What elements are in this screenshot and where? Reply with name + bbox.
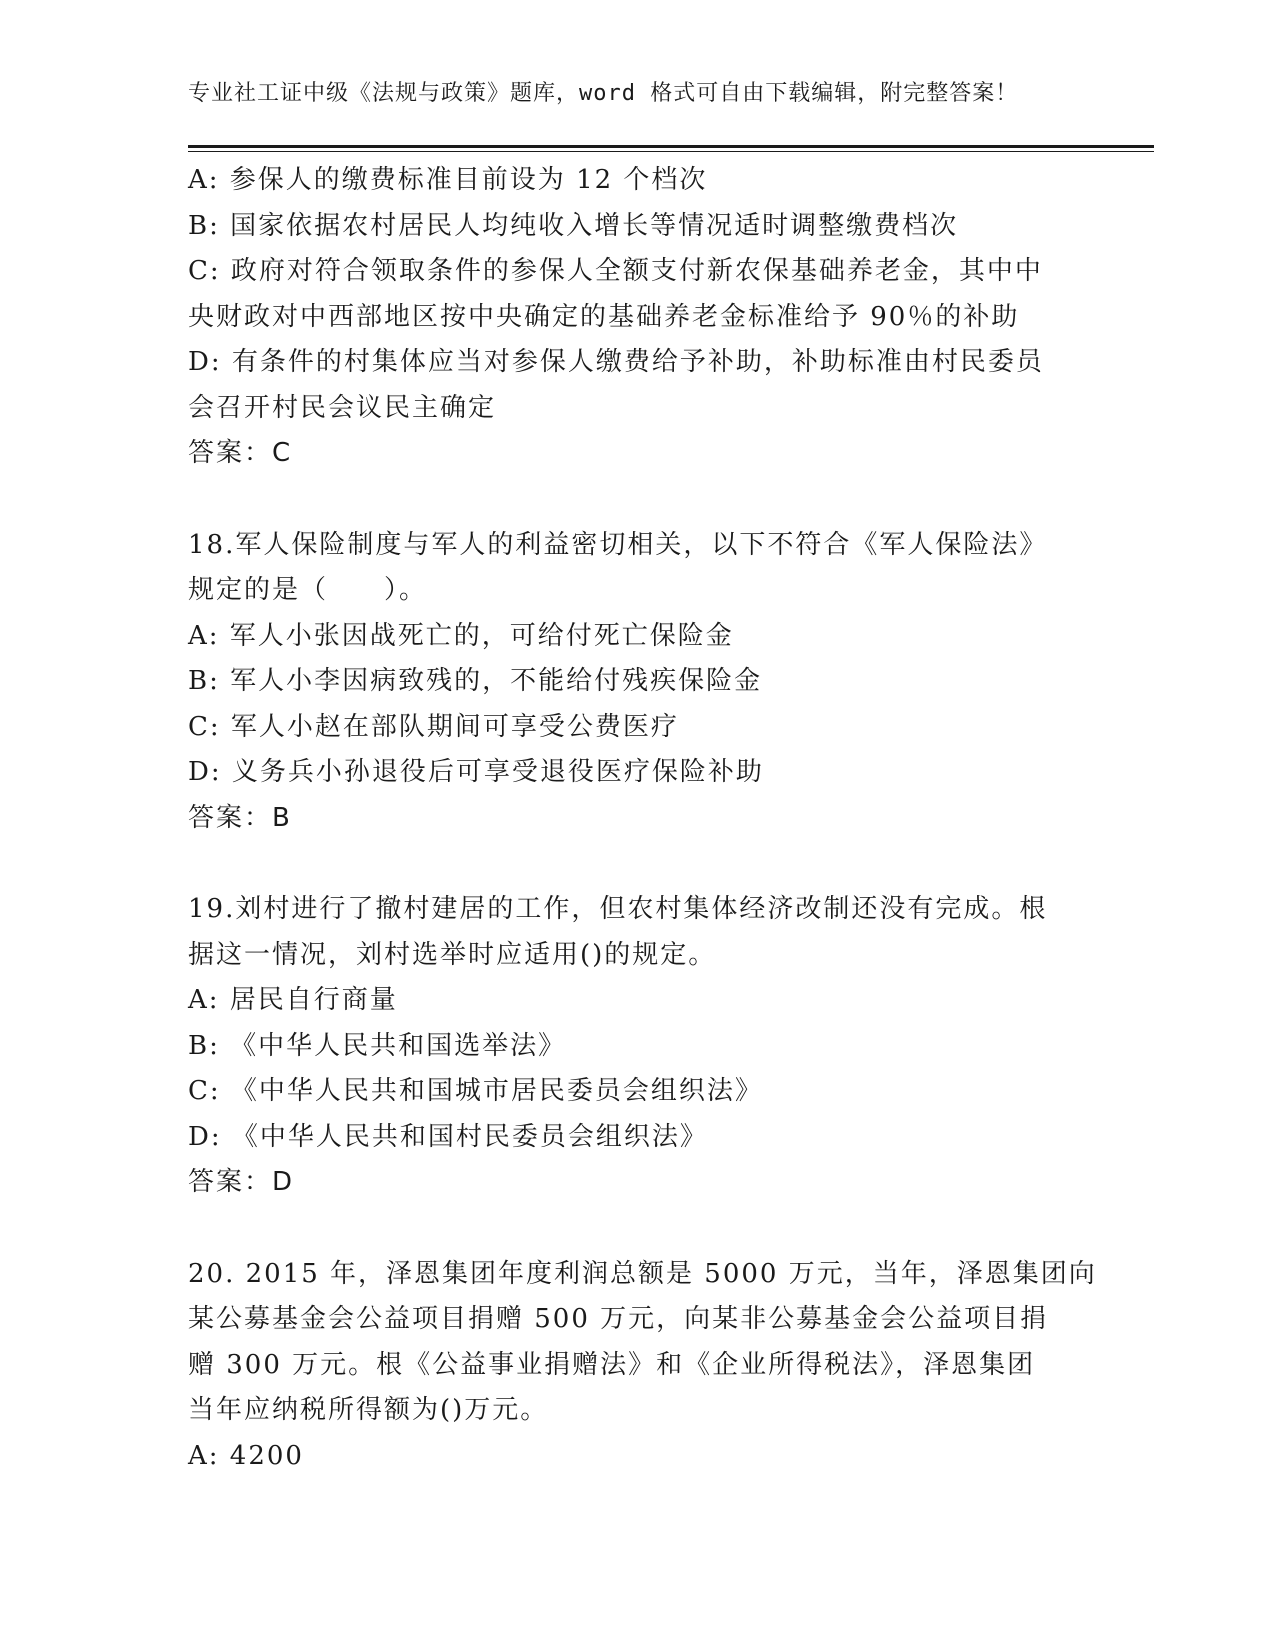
option-b: B: 军人小李因病致残的，不能给付残疾保险金 bbox=[188, 666, 763, 696]
question-19 bbox=[188, 887, 1088, 1206]
spacer bbox=[188, 477, 1088, 523]
question-stem-continued: 据这一情况，刘村选举时应适用()的规定。 bbox=[188, 939, 717, 970]
answer: 答案：C bbox=[188, 438, 293, 468]
question-stem-continued: 当年应纳税所得额为()万元。 bbox=[188, 1395, 549, 1425]
question-18 bbox=[188, 523, 1088, 842]
question-stem-continued: 赠 300 万元。根《公益事业捐赠法》和《企业所得税法》，泽恩集团 bbox=[188, 1349, 1036, 1380]
option-c: C: 政府对符合领取条件的参保人全额支付新农保基础养老金，其中中 bbox=[188, 256, 1043, 286]
question-17-continued bbox=[188, 158, 1088, 477]
answer: 答案：B bbox=[188, 802, 292, 833]
option-a: A: 参保人的缴费标准目前设为 12 个档次 bbox=[188, 165, 708, 195]
option-c-continued: 央财政对中西部地区按中央确定的基础养老金标准给予 90％的补助 bbox=[188, 301, 1020, 332]
option-c: C: 《中华人民共和国城市居民委员会组织法》 bbox=[188, 1076, 763, 1106]
page-header: 专业社工证中级《法规与政策》题库，word 格式可自由下载编辑，附完整答案！ bbox=[188, 81, 1019, 106]
answer: 答案：D bbox=[188, 1167, 295, 1197]
option-d: D: 义务兵小孙退役后可享受退役医疗保险补助 bbox=[188, 757, 764, 787]
header-divider bbox=[188, 145, 1154, 152]
option-d: D: 有条件的村集体应当对参保人缴费给予补助，补助标准由村民委员 bbox=[188, 347, 1044, 377]
option-d: D: 《中华人民共和国村民委员会组织法》 bbox=[188, 1121, 708, 1152]
option-d-continued: 会召开村民会议民主确定 bbox=[188, 392, 497, 423]
question-stem: 19.刘村进行了撤村建居的工作，但农村集体经济改制还没有完成。根 bbox=[188, 894, 1048, 924]
question-20 bbox=[188, 1252, 1097, 1480]
question-stem: 20. 2015 年，泽恩集团年度利润总额是 5000 万元，当年，泽恩集团向 bbox=[188, 1258, 1097, 1289]
question-stem: 18.军人保险制度与军人的利益密切相关，以下不符合《军人保险法》 bbox=[188, 529, 1048, 560]
option-b: B: 国家依据农村居民人均纯收入增长等情况适时调整缴费档次 bbox=[188, 210, 959, 241]
option-a: A: 居民自行商量 bbox=[188, 985, 398, 1015]
option-a: A: 4200 bbox=[188, 1440, 304, 1471]
option-b: B: 《中华人民共和国选举法》 bbox=[188, 1030, 567, 1061]
question-stem-continued: 某公募基金会公益项目捐赠 500 万元，向某非公募基金会公益项目捐 bbox=[188, 1304, 1049, 1334]
document-body bbox=[188, 158, 1097, 1479]
option-c: C: 军人小赵在部队期间可享受公费医疗 bbox=[188, 711, 679, 742]
spacer bbox=[188, 841, 1088, 887]
spacer bbox=[188, 1206, 1088, 1252]
question-stem-continued: 规定的是（ ）。 bbox=[188, 575, 428, 605]
option-a: A: 军人小张因战死亡的，可给付死亡保险金 bbox=[188, 620, 734, 651]
